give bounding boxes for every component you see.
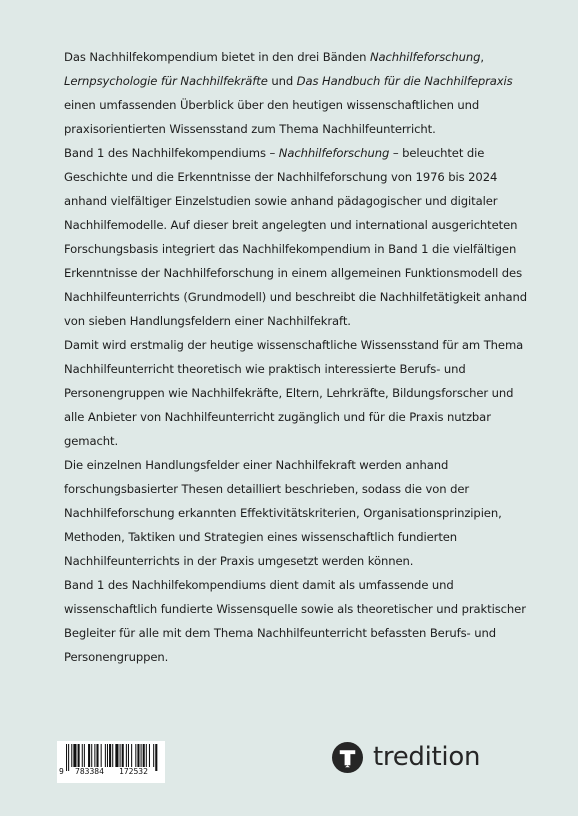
barcode-left-digits: 783384 [75,767,104,776]
paragraph-intro-text: einen umfassenden Überblick über den heutigen wissenschaftlichen und praxisorientierten Wissensstand zum Thema Nachhilfeunterricht. [64,98,480,136]
paragraph-band1-text: Band 1 des Nachhilfekompendiums – [64,146,279,160]
paragraph-intro-text: Das Nachhilfekompendium bietet in den drei Bänden [64,50,370,64]
book-title-nachhilfeforschung: Nachhilfeforschung [278,146,390,160]
paragraph-band1-text: – beleuchtet die Geschichte und die Erkenntnisse der Nachhilfeforschung von 1976 bis 2024 anhand vielfältiger Einzelstudien sowie anhand pädagogischer und digitaler Nachhilfemodelle. Auf dieser breit angelegten und international ausgerichteten Forschungsbasis integriert das Nachhilfekompendium in Band 1 die vielfältigen Erkenntnisse der Nachhilfeforschung in einem allgemeinen Funktionsmodell des Nachhilfeunterrichts (Grundmodell) und beschreibt die Nachhilfetätigkeit anhand von sieben Handlungsfeldern einer Nachhilfekraft. [64,146,528,328]
tredition-logo-icon [332,742,363,773]
paragraph-handlungsfelder: Die einzelnen Handlungsfelder einer Nachhilfekraft werden anhand forschungsbasierter Thesen detailliert beschrieben, sodass die von der Nachhilfeforschung erkannten Effektivitätskriterien, Organisationsprinzipien, Methoden, Taktiken und Strategien eines wissenschaftlich fundierten Nachhilfeunterrichts in der Praxis umgesetzt werden können. [64,458,502,568]
back-cover-text [64,45,534,669]
book-title-nachhilfeforschung: Nachhilfeforschung [369,50,481,64]
isbn-barcode [57,741,165,783]
book-title-handbuch: Das Handbuch für die Nachhilfepraxis [296,74,513,88]
barcode-bars [57,741,165,783]
paragraph-intro-text: , [480,50,485,64]
publisher-name: tredition [373,742,481,772]
book-title-lernpsychologie: Lernpsychologie für Nachhilfekräfte [64,74,268,88]
publisher-logo [332,741,480,773]
paragraph-conclusion: Band 1 des Nachhilfekompendiums dient damit als umfassende und wissenschaftlich fundierte Wissensquelle sowie als theoretischer und praktischer Begleiter für alle mit dem Thema Nachhilfeunterricht befassten Berufs- und Personengruppen. [64,578,526,664]
paragraph-wissensstand: Damit wird erstmalig der heutige wissenschaftliche Wissensstand für am Thema Nachhilfeunterricht theoretisch wie praktisch interessierte Berufs- und Personengruppen wie Nachhilfekräfte, Eltern, Lehrkräfte, Bildungsforscher und alle Anbieter von Nachhilfeunterricht zugänglich und für die Praxis nutzbar gemacht. [64,338,524,448]
paragraph-intro [64,45,534,141]
paragraph-band1 [64,141,534,333]
barcode-first-digit: 9 [59,767,64,776]
paragraph-intro-text: und [267,74,297,88]
barcode-right-digits: 172532 [119,767,148,776]
